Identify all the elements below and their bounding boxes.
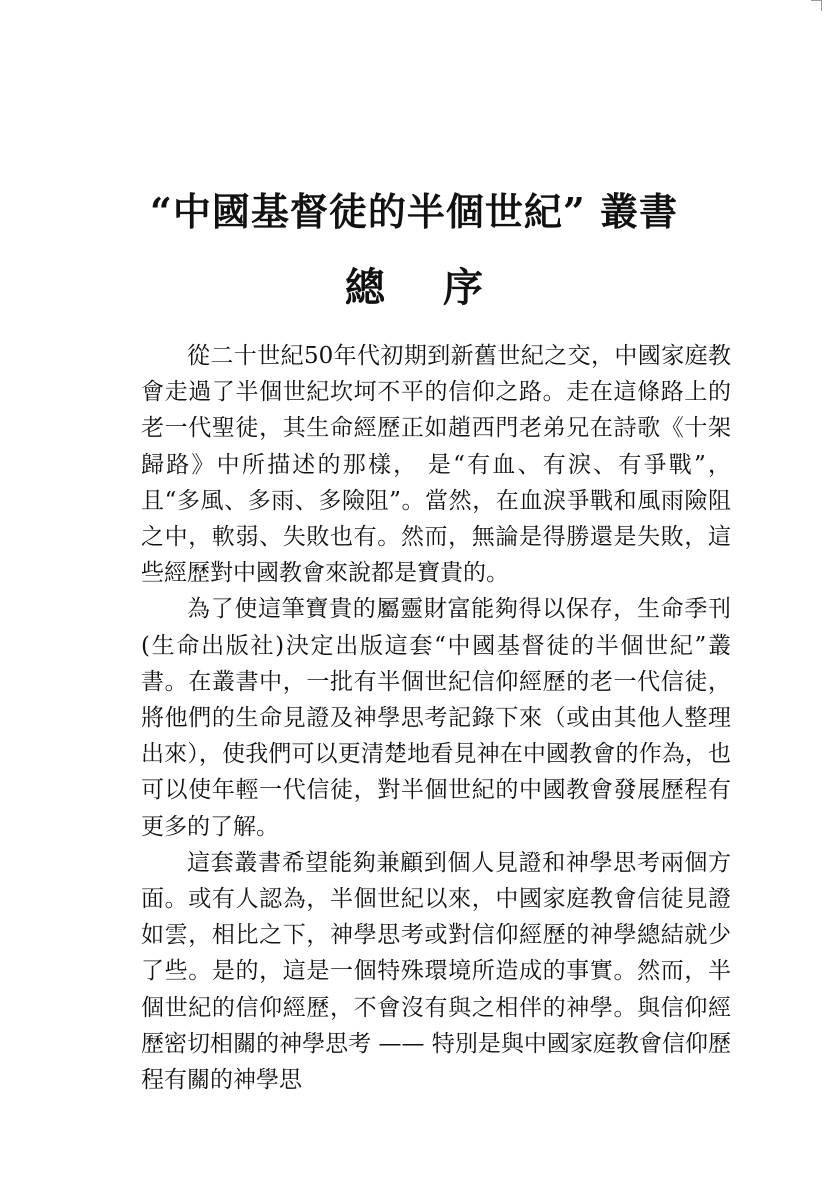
preface-title-char-2: 序: [443, 264, 483, 311]
preface-body: [141, 338, 731, 1098]
preface-title-char-1: 總: [345, 264, 385, 311]
paragraph-1: 從二十世紀50年代初期到新舊世紀之交，中國家庭教會走過了半個世紀坎坷不平的信仰之路。走在這條路上的老一代聖徒，其生命經歷正如趙西門老弟兄在詩歌《十架歸路》中所描述的那樣， 是“有血、有淚、有爭戰”，且“多風、多雨、多險阻”。當然，在血淚爭戰和風雨險阻之中，軟弱、失敗也有。然而，無論是得勝還是失敗，這些經歷對中國教會來說都是寶貴的。: [141, 343, 731, 587]
preface-title: [0, 262, 828, 314]
crop-mark: [811, 0, 822, 11]
paragraph-3: 這套叢書希望能夠兼顧到個人見證和神學思考兩個方面。或有人認為，半個世紀以來，中國家庭教會信徒見證如雲，相比之下，神學思考或對信仰經歷的神學總結就少了些。是的，這是一個特殊環境所造成的事實。然而，半個世紀的信仰經歷，不會沒有與之相伴的神學。與信仰經歷密切相關的神學思考 —— 特別是與中國家庭教會信仰歷程有關的神學思: [141, 849, 731, 1094]
series-title: “中國基督徒的半個世紀” 叢書: [150, 189, 678, 234]
paragraph-2: 為了使這筆寶貴的屬靈財富能夠得以保存，生命季刊(生命出版社)決定出版這套“中國基督徒的半個世紀”叢書。在叢書中，一批有半個世紀信仰經歷的老一代信徒，將他們的生命見證及神學思考記錄下來（或由其他人整理出來），使我們可以更清楚地看見神在中國教會的作為，也可以使年輕一代信徒，對半個世紀的中國教會發展歷程有更多的了解。: [141, 596, 731, 840]
